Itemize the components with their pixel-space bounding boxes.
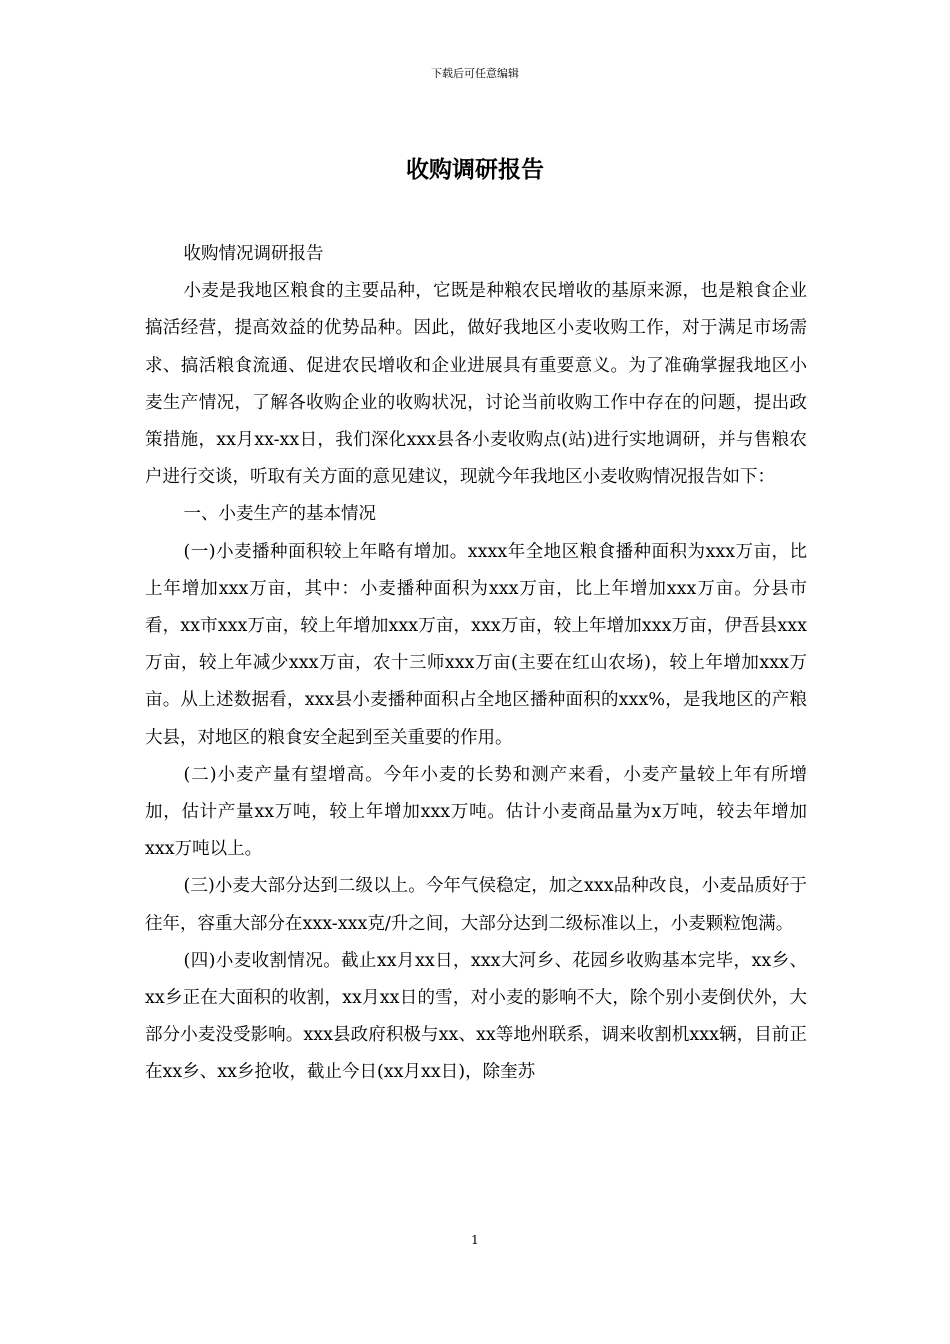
paragraph-item-1: (一)小麦播种面积较上年略有增加。xxxx年全地区粮食播种面积为xxx万亩，比上年增加xxx万亩，其中：小麦播种面积为xxx万亩，比上年增加xxx万亩。分县市看，xx市xxx万亩，较上年增加xxx万亩，xxx万亩，较上年增加xxx万亩，伊吾县xxx万亩，较上年减少xxx万亩，农十三师xxx万亩(主要在红山农场)，较上年增加xxx万亩。从上述数据看，xxx县小麦播种面积占全地区播种面积的xxx%，是我地区的产粮大县，对地区的粮食安全起到至关重要的作用。 (145, 541, 807, 748)
paragraph-item-3: (三)小麦大部分达到二级以上。今年气侯稳定，加之xxx品种改良，小麦品质好于往年，容重大部分在xxx-xxx克/升之间，大部分达到二级标准以上，小麦颗粒饱满。 (145, 876, 807, 934)
paragraph-item-2: (二)小麦产量有望增高。今年小麦的长势和测产来看，小麦产量较上年有所增加，估计产量xx万吨，较上年增加xxx万吨。估计小麦商品量为x万吨，较去年增加xxx万吨以上。 (145, 764, 807, 860)
paragraph-item-4: (四)小麦收割情况。截止xx月xx日，xxx大河乡、花园乡收购基本完毕，xx乡、xx乡正在大面积的收割，xx月xx日的雪，对小麦的影响不大，除个别小麦倒伏外，大部分小麦没受影响。xxx县政府积极与xx、xx等地州联系，调来收割机xxx辆，目前正在xx乡、xx乡抢收，截止今日(xx月xx日)，除奎苏 (145, 950, 807, 1083)
page-header-note: 下载后可任意编辑 (431, 67, 519, 80)
document-body (145, 236, 807, 1092)
paragraph-subtitle: 收购情况调研报告 (183, 244, 324, 264)
section-heading-1: 一、小麦生产的基本情况 (183, 504, 376, 525)
paragraph-intro: 小麦是我地区粮食的主要品种，它既是种粮农民增收的基原来源，也是粮食企业搞活经营，提高效益的优势品种。因此，做好我地区小麦收购工作，对于满足市场需求、搞活粮食流通、促进农民增收和企业进展具有重要意义。为了准确掌握我地区小麦生产情况，了解各收购企业的收购状况，讨论当前收购工作中存在的问题，提出政策措施，xx月xx-xx日，我们深化xxx县各小麦收购点(站)进行实地调研，并与售粮农户进行交谈，听取有关方面的意见建议，现就今年我地区小麦收购情况报告如下： (145, 281, 807, 488)
page-number: 1 (471, 1233, 479, 1247)
document-title: 收购调研报告 (406, 156, 544, 183)
